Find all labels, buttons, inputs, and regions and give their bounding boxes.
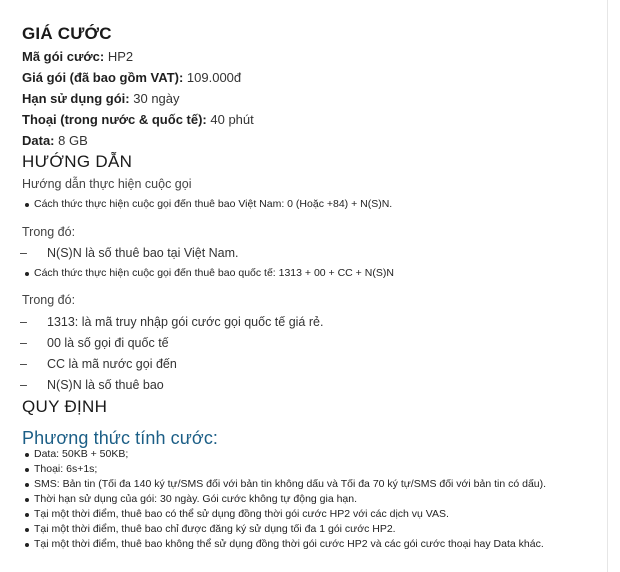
rules-item: Thoại: 6s+1s; bbox=[34, 463, 98, 475]
pricing-row-voice bbox=[22, 112, 254, 127]
pricing-value: 30 ngày bbox=[133, 91, 180, 106]
pricing-value: 109.000đ bbox=[186, 70, 242, 85]
note-text: N(S)N là số thuê bao tại Việt Nam. bbox=[47, 246, 239, 260]
pricing-row-validity bbox=[22, 91, 180, 106]
rules-subtitle: Phương thức tính cước: bbox=[22, 428, 219, 448]
pricing-label: Giá gói (đã bao gồm VAT): bbox=[22, 70, 184, 85]
rules-item: SMS: Bản tin (Tối đa 140 ký tự/SMS đối với bản tin không dấu và Tối đa 70 ký tự/SMS đối với bản tin có dấu). bbox=[34, 478, 547, 490]
rules-item: Tại một thời điểm, thuê bao không thể sử dụng đồng thời gói cước HP2 và các gói cước thoại hay Data khác. bbox=[34, 538, 544, 550]
pricing-row-data bbox=[22, 133, 88, 148]
rules-item: Tại một thời điểm, thuê bao có thể sử dụng đồng thời gói cước HP2 với các dịch vụ VAS. bbox=[34, 508, 449, 520]
guide-intl-note bbox=[20, 315, 324, 329]
guide-heading: HƯỚNG DẪN bbox=[22, 152, 133, 171]
dash-marker: – bbox=[20, 357, 27, 371]
guide-intl-note bbox=[20, 336, 169, 350]
dash-marker: – bbox=[20, 315, 27, 329]
dash-marker: – bbox=[20, 246, 27, 260]
pricing-value: 8 GB bbox=[58, 133, 88, 148]
guide-where-label: Trong đó: bbox=[22, 293, 76, 307]
guide-where-label: Trong đó: bbox=[22, 225, 76, 239]
pricing-row-price bbox=[22, 70, 241, 85]
rules-heading: QUY ĐỊNH bbox=[22, 397, 108, 416]
guide-intl-note bbox=[20, 357, 177, 371]
pricing-label: Mã gói cước: bbox=[22, 49, 105, 64]
guide-intl-bullet: Cách thức thực hiện cuộc gọi đến thuê bao quốc tế: 1313 + 00 + CC + N(S)N bbox=[34, 267, 394, 279]
pricing-value: 40 phút bbox=[210, 112, 254, 127]
dash-marker: – bbox=[20, 336, 27, 350]
pricing-label: Hạn sử dụng gói: bbox=[22, 91, 130, 106]
pricing-label: Thoại (trong nước & quốc tế): bbox=[22, 112, 207, 127]
pricing-label: Data: bbox=[22, 133, 55, 148]
dash-marker: – bbox=[20, 378, 27, 392]
note-text: 1313: là mã truy nhập gói cước gọi quốc tế giá rẻ. bbox=[47, 315, 324, 329]
rules-item: Thời hạn sử dụng của gói: 30 ngày. Gói cước không tự động gia hạn. bbox=[34, 493, 358, 505]
pricing-row-code bbox=[22, 49, 133, 64]
note-text: CC là mã nước gọi đến bbox=[47, 357, 177, 371]
note-text: 00 là số gọi đi quốc tế bbox=[47, 336, 169, 350]
guide-domestic-note bbox=[20, 246, 239, 260]
guide-intl-note bbox=[20, 378, 164, 392]
rules-item: Data: 50KB + 50KB; bbox=[34, 448, 129, 460]
guide-domestic-bullet: Cách thức thực hiện cuộc gọi đến thuê bao Việt Nam: 0 (Hoặc +84) + N(S)N. bbox=[34, 198, 393, 210]
note-text: N(S)N là số thuê bao bbox=[47, 378, 164, 392]
pricing-heading: GIÁ CƯỚC bbox=[22, 24, 112, 43]
rules-item: Tại một thời điểm, thuê bao chỉ được đăng ký sử dụng tối đa 1 gói cước HP2. bbox=[34, 523, 396, 535]
pricing-value: HP2 bbox=[107, 49, 134, 64]
guide-intro: Hướng dẫn thực hiện cuộc gọi bbox=[22, 177, 192, 191]
